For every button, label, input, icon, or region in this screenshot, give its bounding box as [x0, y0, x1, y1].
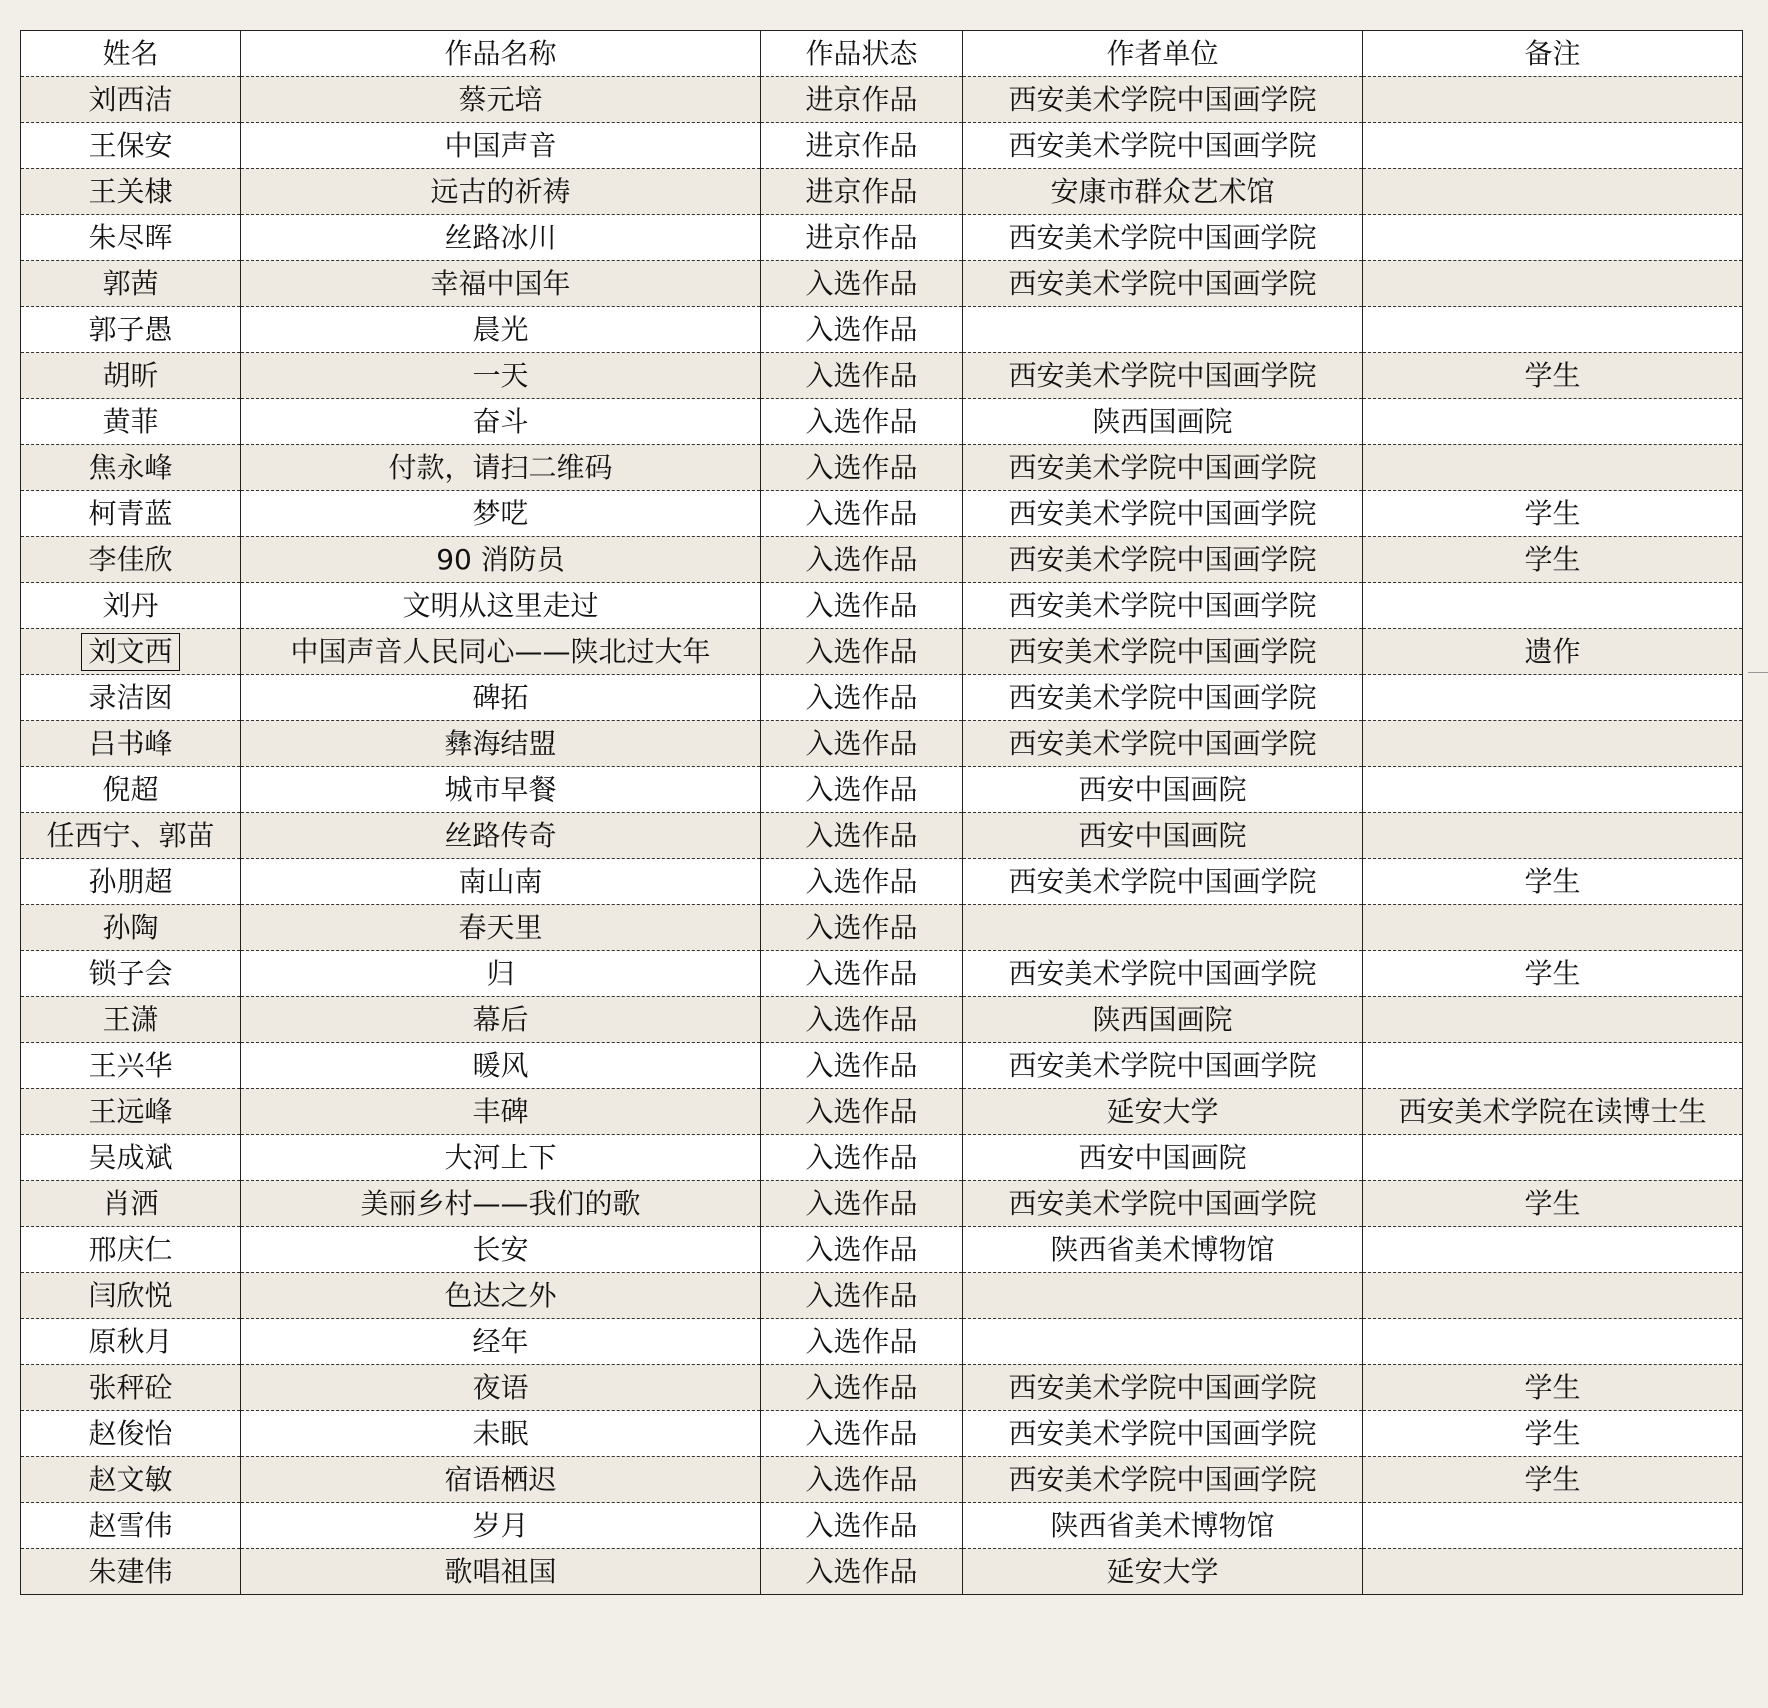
cell-unit: 西安美术学院中国画学院 [963, 583, 1363, 629]
cell-note [1363, 399, 1743, 445]
cell-title: 彝海结盟 [241, 721, 761, 767]
cell-title: 歌唱祖国 [241, 1549, 761, 1595]
table-row [21, 1181, 1743, 1227]
cell-unit: 西安美术学院中国画学院 [963, 675, 1363, 721]
cell-name: 录洁囡 [21, 675, 241, 721]
cell-note [1363, 721, 1743, 767]
cell-note: 学生 [1363, 1411, 1743, 1457]
cell-name: 王潇 [21, 997, 241, 1043]
cell-name: 焦永峰 [21, 445, 241, 491]
cell-unit: 西安美术学院中国画学院 [963, 77, 1363, 123]
table-row [21, 1089, 1743, 1135]
cell-name: 黄菲 [21, 399, 241, 445]
table-row [21, 721, 1743, 767]
cell-unit: 西安美术学院中国画学院 [963, 859, 1363, 905]
cell-status: 入选作品 [761, 1273, 963, 1319]
cell-title: 远古的祈祷 [241, 169, 761, 215]
cell-status: 入选作品 [761, 399, 963, 445]
cell-unit: 西安美术学院中国画学院 [963, 1411, 1363, 1457]
table-row [21, 77, 1743, 123]
cell-note [1363, 905, 1743, 951]
cell-note: 学生 [1363, 353, 1743, 399]
table-row [21, 1503, 1743, 1549]
cell-unit: 西安美术学院中国画学院 [963, 491, 1363, 537]
cell-status: 入选作品 [761, 813, 963, 859]
cell-note: 学生 [1363, 859, 1743, 905]
table-row [21, 1273, 1743, 1319]
cell-title: 美丽乡村——我们的歌 [241, 1181, 761, 1227]
cell-title: 暖风 [241, 1043, 761, 1089]
cell-unit: 西安美术学院中国画学院 [963, 951, 1363, 997]
table-row [21, 169, 1743, 215]
cell-title: 中国声音 [241, 123, 761, 169]
cell-unit: 延安大学 [963, 1549, 1363, 1595]
cell-unit: 西安美术学院中国画学院 [963, 537, 1363, 583]
table-row [21, 537, 1743, 583]
header-status: 作品状态 [761, 31, 963, 77]
cell-name: 邢庆仁 [21, 1227, 241, 1273]
cell-unit: 陕西省美术博物馆 [963, 1227, 1363, 1273]
table-row [21, 583, 1743, 629]
cell-note [1363, 1273, 1743, 1319]
cell-note [1363, 123, 1743, 169]
cell-status: 入选作品 [761, 353, 963, 399]
cell-name: 孙陶 [21, 905, 241, 951]
table-row [21, 399, 1743, 445]
cell-status: 入选作品 [761, 491, 963, 537]
cell-unit: 陕西国画院 [963, 399, 1363, 445]
cell-title: 未眠 [241, 1411, 761, 1457]
edge-mark [1748, 672, 1768, 673]
cell-note: 学生 [1363, 951, 1743, 997]
cell-name: 郭子愚 [21, 307, 241, 353]
cell-status: 入选作品 [761, 629, 963, 675]
cell-unit: 西安中国画院 [963, 767, 1363, 813]
cell-status: 进京作品 [761, 77, 963, 123]
table-row [21, 491, 1743, 537]
cell-status: 入选作品 [761, 1089, 963, 1135]
cell-title: 大河上下 [241, 1135, 761, 1181]
table-body [21, 77, 1743, 1595]
cell-unit: 西安美术学院中国画学院 [963, 1365, 1363, 1411]
cell-title: 宿语栖迟 [241, 1457, 761, 1503]
cell-name: 郭茜 [21, 261, 241, 307]
cell-status: 入选作品 [761, 583, 963, 629]
cell-status: 入选作品 [761, 307, 963, 353]
cell-name: 朱尽晖 [21, 215, 241, 261]
cell-name: 朱建伟 [21, 1549, 241, 1595]
cell-unit: 陕西国画院 [963, 997, 1363, 1043]
cell-note [1363, 1319, 1743, 1365]
cell-note [1363, 675, 1743, 721]
cell-title: 一天 [241, 353, 761, 399]
table-row [21, 123, 1743, 169]
header-note: 备注 [1363, 31, 1743, 77]
cell-unit: 延安大学 [963, 1089, 1363, 1135]
cell-note: 学生 [1363, 1365, 1743, 1411]
cell-name: 任西宁、郭苗 [21, 813, 241, 859]
cell-name: 吕书峰 [21, 721, 241, 767]
cell-title: 岁月 [241, 1503, 761, 1549]
table-row [21, 629, 1743, 675]
cell-note [1363, 1043, 1743, 1089]
cell-note [1363, 813, 1743, 859]
header-unit: 作者单位 [963, 31, 1363, 77]
table-row [21, 859, 1743, 905]
table-row [21, 215, 1743, 261]
table-row [21, 813, 1743, 859]
cell-status: 入选作品 [761, 859, 963, 905]
cell-title: 蔡元培 [241, 77, 761, 123]
cell-note [1363, 77, 1743, 123]
cell-name: 肖洒 [21, 1181, 241, 1227]
cell-note [1363, 1549, 1743, 1595]
cell-note: 学生 [1363, 537, 1743, 583]
cell-status: 入选作品 [761, 1043, 963, 1089]
cell-unit [963, 1319, 1363, 1365]
cell-unit: 西安美术学院中国画学院 [963, 215, 1363, 261]
cell-title: 丝路传奇 [241, 813, 761, 859]
selected-cell-highlight: 刘文西 [81, 633, 179, 671]
cell-status: 入选作品 [761, 261, 963, 307]
cell-title: 经年 [241, 1319, 761, 1365]
cell-status: 入选作品 [761, 721, 963, 767]
cell-note [1363, 445, 1743, 491]
cell-status: 入选作品 [761, 1365, 963, 1411]
cell-name: 锁子会 [21, 951, 241, 997]
cell-title: 碑拓 [241, 675, 761, 721]
cell-status: 入选作品 [761, 1503, 963, 1549]
cell-title: 夜语 [241, 1365, 761, 1411]
cell-title: 90 消防员 [241, 537, 761, 583]
table-row [21, 1549, 1743, 1595]
table-row [21, 951, 1743, 997]
cell-title: 南山南 [241, 859, 761, 905]
cell-name: 胡昕 [21, 353, 241, 399]
cell-status: 入选作品 [761, 1549, 963, 1595]
table-row [21, 997, 1743, 1043]
cell-name: 赵雪伟 [21, 1503, 241, 1549]
table-row [21, 1457, 1743, 1503]
cell-title: 幸福中国年 [241, 261, 761, 307]
cell-title: 晨光 [241, 307, 761, 353]
cell-status: 进京作品 [761, 169, 963, 215]
cell-note: 学生 [1363, 1181, 1743, 1227]
cell-unit [963, 307, 1363, 353]
cell-name [21, 629, 241, 675]
cell-name: 刘西洁 [21, 77, 241, 123]
cell-note: 学生 [1363, 491, 1743, 537]
cell-title: 奋斗 [241, 399, 761, 445]
cell-title: 丰碑 [241, 1089, 761, 1135]
cell-unit: 西安中国画院 [963, 813, 1363, 859]
cell-status: 入选作品 [761, 675, 963, 721]
cell-note [1363, 583, 1743, 629]
cell-title: 付款，请扫二维码 [241, 445, 761, 491]
table-row [21, 767, 1743, 813]
cell-status: 入选作品 [761, 1411, 963, 1457]
cell-note [1363, 997, 1743, 1043]
cell-note [1363, 307, 1743, 353]
cell-unit [963, 1273, 1363, 1319]
cell-unit: 西安美术学院中国画学院 [963, 721, 1363, 767]
cell-name: 李佳欣 [21, 537, 241, 583]
table-row [21, 1365, 1743, 1411]
cell-name: 赵俊怡 [21, 1411, 241, 1457]
cell-note: 遗作 [1363, 629, 1743, 675]
cell-unit: 西安美术学院中国画学院 [963, 353, 1363, 399]
cell-unit: 陕西省美术博物馆 [963, 1503, 1363, 1549]
cell-unit: 安康市群众艺术馆 [963, 169, 1363, 215]
cell-status: 入选作品 [761, 537, 963, 583]
cell-unit: 西安中国画院 [963, 1135, 1363, 1181]
cell-status: 入选作品 [761, 445, 963, 491]
cell-status: 入选作品 [761, 767, 963, 813]
cell-name: 孙朋超 [21, 859, 241, 905]
cell-note: 学生 [1363, 1457, 1743, 1503]
cell-status: 入选作品 [761, 1227, 963, 1273]
cell-title: 春天里 [241, 905, 761, 951]
cell-name: 倪超 [21, 767, 241, 813]
cell-status: 进京作品 [761, 123, 963, 169]
table-row [21, 1411, 1743, 1457]
cell-note [1363, 767, 1743, 813]
cell-name: 张秤砼 [21, 1365, 241, 1411]
artwork-table [20, 30, 1743, 1595]
table-row [21, 1043, 1743, 1089]
cell-status: 入选作品 [761, 1181, 963, 1227]
cell-name: 王保安 [21, 123, 241, 169]
cell-note [1363, 1135, 1743, 1181]
cell-title: 城市早餐 [241, 767, 761, 813]
cell-note [1363, 1227, 1743, 1273]
header-name: 姓名 [21, 31, 241, 77]
cell-name: 吴成斌 [21, 1135, 241, 1181]
cell-unit [963, 905, 1363, 951]
cell-status: 入选作品 [761, 1135, 963, 1181]
table-row [21, 1135, 1743, 1181]
table-row [21, 353, 1743, 399]
table-row [21, 675, 1743, 721]
cell-title: 归 [241, 951, 761, 997]
cell-status: 入选作品 [761, 1319, 963, 1365]
cell-unit: 西安美术学院中国画学院 [963, 445, 1363, 491]
cell-title: 长安 [241, 1227, 761, 1273]
cell-name: 柯青蓝 [21, 491, 241, 537]
cell-note [1363, 1503, 1743, 1549]
cell-unit: 西安美术学院中国画学院 [963, 261, 1363, 307]
cell-unit: 西安美术学院中国画学院 [963, 1181, 1363, 1227]
cell-status: 入选作品 [761, 997, 963, 1043]
table-row [21, 1227, 1743, 1273]
cell-title: 丝路冰川 [241, 215, 761, 261]
cell-unit: 西安美术学院中国画学院 [963, 1457, 1363, 1503]
table-row [21, 1319, 1743, 1365]
header-title: 作品名称 [241, 31, 761, 77]
cell-name: 赵文敏 [21, 1457, 241, 1503]
table-row [21, 307, 1743, 353]
cell-unit: 西安美术学院中国画学院 [963, 629, 1363, 675]
cell-status: 入选作品 [761, 905, 963, 951]
cell-title: 文明从这里走过 [241, 583, 761, 629]
table-row [21, 905, 1743, 951]
cell-name: 王关棣 [21, 169, 241, 215]
cell-title: 梦呓 [241, 491, 761, 537]
cell-title: 幕后 [241, 997, 761, 1043]
cell-name: 王远峰 [21, 1089, 241, 1135]
cell-unit: 西安美术学院中国画学院 [963, 1043, 1363, 1089]
table-row [21, 445, 1743, 491]
header-row [21, 31, 1743, 77]
cell-note [1363, 215, 1743, 261]
cell-note [1363, 169, 1743, 215]
cell-name: 原秋月 [21, 1319, 241, 1365]
cell-title: 色达之外 [241, 1273, 761, 1319]
cell-note: 西安美术学院在读博士生 [1363, 1089, 1743, 1135]
cell-name: 闫欣悦 [21, 1273, 241, 1319]
cell-unit: 西安美术学院中国画学院 [963, 123, 1363, 169]
cell-note [1363, 261, 1743, 307]
cell-status: 入选作品 [761, 951, 963, 997]
cell-name: 刘丹 [21, 583, 241, 629]
cell-status: 进京作品 [761, 215, 963, 261]
cell-title: 中国声音人民同心——陕北过大年 [241, 629, 761, 675]
cell-name: 王兴华 [21, 1043, 241, 1089]
cell-status: 入选作品 [761, 1457, 963, 1503]
table-row [21, 261, 1743, 307]
